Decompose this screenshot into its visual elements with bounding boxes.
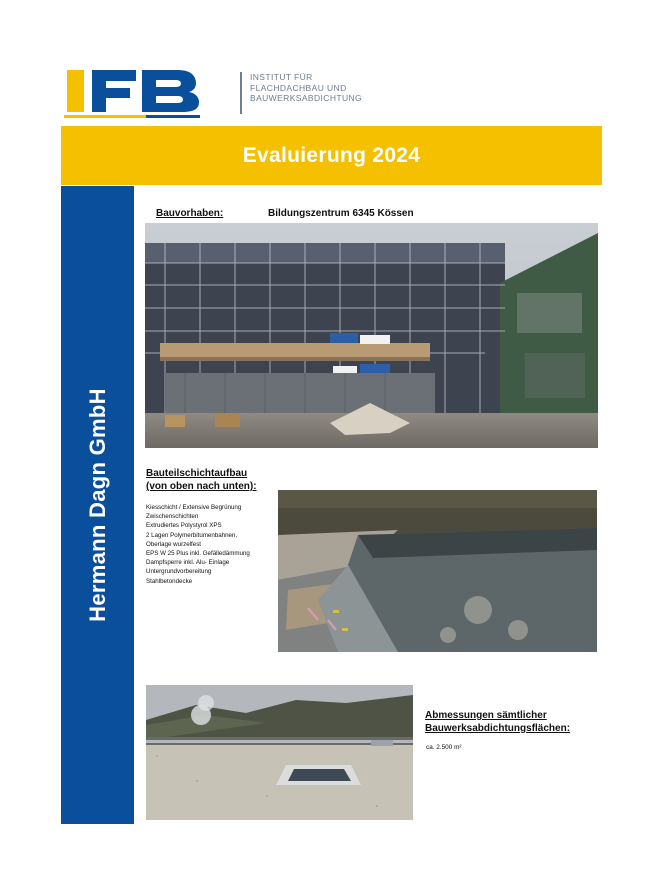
company-name: Hermann Dagn GmbH xyxy=(84,388,110,622)
building-photo xyxy=(145,223,598,448)
dimensions-heading-line-2: Bauwerksabdichtungsflächen: xyxy=(425,723,571,734)
layer-list xyxy=(146,503,250,586)
logo-text xyxy=(250,72,362,104)
gravel-roof-photo xyxy=(146,685,413,820)
list-item: Stahlbetondecke xyxy=(146,577,193,585)
logo-text-line-1: INSTITUT FÜR xyxy=(250,72,313,82)
dimensions-value: ca. 2.500 m² xyxy=(426,744,462,751)
logo-text-line-3: BAUWERKSABDICHTUNG xyxy=(250,93,363,103)
ifb-logo-mark xyxy=(64,64,234,120)
logo-text-line-2: FLACHDACHBAU UND xyxy=(250,82,347,93)
company-sidebar xyxy=(61,186,134,824)
list-item: Kiesschicht / Extensive Begrünung xyxy=(146,504,242,511)
list-item: Oberlage wurzelfest xyxy=(146,540,202,548)
list-item: 2 Lagen Polymerbitumenbahnen, xyxy=(146,531,238,539)
list-item: Untergrundvorbereitung xyxy=(146,568,212,576)
list-item: Extrudiertes Polystyrol XPS xyxy=(146,522,222,530)
page-title: Evaluierung 2024 xyxy=(242,143,421,167)
logo-separator xyxy=(240,72,242,114)
roof-membrane-photo xyxy=(278,490,597,652)
list-item: EPS W 25 Plus inkl. Gefälledämmung xyxy=(146,550,250,558)
dimensions-heading-line-1: Abmessungen sämtlicher xyxy=(425,710,547,721)
title-banner xyxy=(61,126,602,185)
layers-heading-line-1: Bauteilschichtaufbau xyxy=(146,468,248,479)
ifb-logo xyxy=(64,64,363,124)
project-value: Bildungszentrum 6345 Kössen xyxy=(268,208,414,219)
list-item: Zwischenschichten xyxy=(146,513,199,521)
layers-heading-line-2: (von oben nach unten): xyxy=(146,481,257,492)
dimensions-heading xyxy=(425,709,570,735)
list-item: Dampfsperre inkl. Alu- Einlage xyxy=(146,559,230,567)
layers-heading xyxy=(146,467,257,493)
project-label: Bauvorhaben: xyxy=(156,208,224,219)
